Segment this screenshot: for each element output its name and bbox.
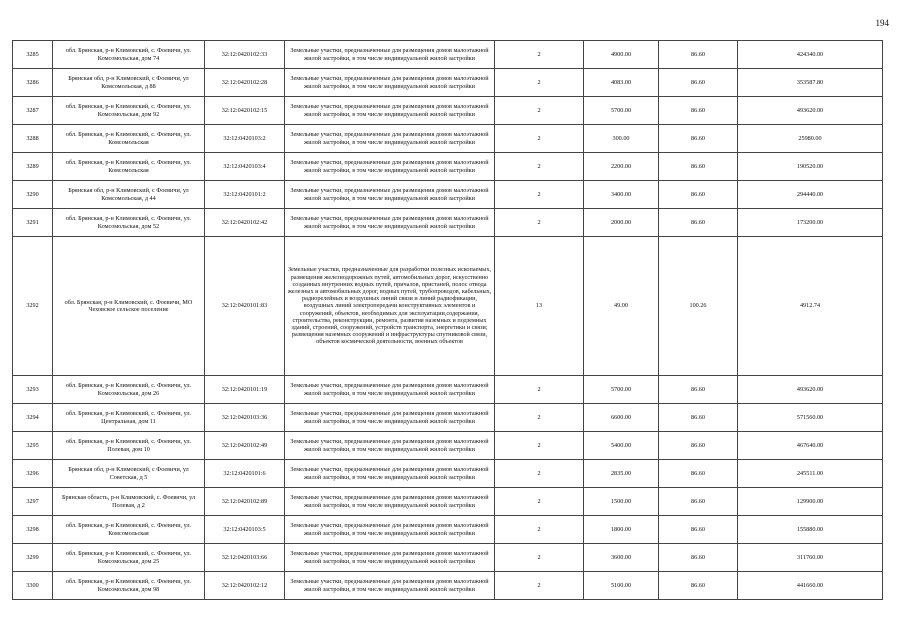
row-number-cell: 3288: [13, 125, 53, 153]
row-number-cell: 3290: [13, 181, 53, 209]
cadastral-value-cell: 129900.00: [738, 488, 883, 516]
address-cell: обл. Брянская, р-н Климовский, с. Фоевичи, ул. Комсомольская, дом 74: [53, 41, 205, 69]
rate-cell: 86.60: [659, 516, 738, 544]
cadastral-number-cell: 32:12:0420101:83: [205, 237, 285, 376]
area-cell: 2835.00: [584, 460, 659, 488]
group-cell: 2: [495, 209, 584, 237]
rate-cell: 86.60: [659, 376, 738, 404]
cadastral-number-cell: 32:12:0420102:28: [205, 69, 285, 97]
address-cell: обл. Брянская, р-н Климовский, с. Фоевичи, ул. Комсомольская, дом 98: [53, 572, 205, 600]
row-number-cell: 3293: [13, 376, 53, 404]
land-use-cell: Земельные участки, предназначенные для размещения домов малоэтажной жилой застройки, в том числе индивидуальной жилой застройки: [285, 209, 495, 237]
area-cell: 5700.00: [584, 376, 659, 404]
row-number-cell: 3286: [13, 69, 53, 97]
cadastral-value-cell: 4912.74: [738, 237, 883, 376]
rate-cell: 86.60: [659, 544, 738, 572]
address-cell: обл. Брянская, р-н Климовский, с. Фоевичи, ул. Комсомольская, дом 25: [53, 544, 205, 572]
land-use-cell: Земельные участки, предназначенные для размещения домов малоэтажной жилой застройки, в том числе индивидуальной жилой застройки: [285, 432, 495, 460]
row-number-cell: 3295: [13, 432, 53, 460]
address-cell: обл. Брянская, р-н Климовский, с. Фоевичи, ул. Полевая, дом 10: [53, 432, 205, 460]
area-cell: 2200.00: [584, 153, 659, 181]
rate-cell: 86.60: [659, 404, 738, 432]
group-cell: 2: [495, 404, 584, 432]
rate-cell: 86.60: [659, 181, 738, 209]
area-cell: 1800.00: [584, 516, 659, 544]
cadastral-number-cell: 32:12:0420102:89: [205, 488, 285, 516]
group-cell: 2: [495, 572, 584, 600]
address-cell: Брянская обл, р-н Климовский, с Фоевичи, ул Комсомольская, д 88: [53, 69, 205, 97]
table-row: [13, 544, 883, 572]
cadastral-number-cell: 32:12:0420102:33: [205, 41, 285, 69]
group-cell: 13: [495, 237, 584, 376]
cadastral-number-cell: 32:12:0420102:15: [205, 97, 285, 125]
row-number-cell: 3292: [13, 237, 53, 376]
address-cell: Брянская обл, р-н Климовский, с Фоевичи, ул Советская, д 5: [53, 460, 205, 488]
cadastral-number-cell: 32:12:0420102:42: [205, 209, 285, 237]
cadastral-value-cell: 173200.00: [738, 209, 883, 237]
land-use-cell: Земельные участки, предназначенные для размещения домов малоэтажной жилой застройки, в том числе индивидуальной жилой застройки: [285, 125, 495, 153]
table-row: [13, 125, 883, 153]
table-row: [13, 376, 883, 404]
cadastral-value-cell: 493620.00: [738, 97, 883, 125]
page-number: 194: [875, 18, 889, 28]
land-use-cell: Земельные участки, предназначенные для размещения домов малоэтажной жилой застройки, в том числе индивидуальной жилой застройки: [285, 460, 495, 488]
rate-cell: 86.60: [659, 572, 738, 600]
table-row: [13, 237, 883, 376]
row-number-cell: 3298: [13, 516, 53, 544]
rate-cell: 86.60: [659, 97, 738, 125]
table-row: [13, 516, 883, 544]
cadastral-number-cell: 32:12:0420101:19: [205, 376, 285, 404]
address-cell: Брянская обл, р-н Климовский, с Фоевичи, ул Комсомольская, д 44: [53, 181, 205, 209]
row-number-cell: 3300: [13, 572, 53, 600]
cadastral-value-cell: 424340.00: [738, 41, 883, 69]
area-cell: 5700.00: [584, 97, 659, 125]
cadastral-value-cell: 493620.00: [738, 376, 883, 404]
cadastral-number-cell: 32:12:0420103:2: [205, 125, 285, 153]
cadastral-value-cell: 190520.00: [738, 153, 883, 181]
address-cell: обл. Брянская, р-н Климовский, с. Фоевичи, ул. Комсомольская, дом 52: [53, 209, 205, 237]
land-use-cell: Земельные участки, предназначенные для размещения домов малоэтажной жилой застройки, в том числе индивидуальной жилой застройки: [285, 572, 495, 600]
land-use-cell: Земельные участки, предназначенные для размещения домов малоэтажной жилой застройки, в том числе индивидуальной жилой застройки: [285, 488, 495, 516]
cadastral-number-cell: 32:12:0420103:36: [205, 404, 285, 432]
cadastral-number-cell: 32:12:0420101:2: [205, 181, 285, 209]
area-cell: 3400.00: [584, 181, 659, 209]
row-number-cell: 3289: [13, 153, 53, 181]
group-cell: 2: [495, 516, 584, 544]
cadastral-number-cell: 32:12:0420102:49: [205, 432, 285, 460]
area-cell: 4083.00: [584, 69, 659, 97]
land-use-cell: Земельные участки, предназначенные для размещения домов малоэтажной жилой застройки, в том числе индивидуальной жилой застройки: [285, 404, 495, 432]
area-cell: 3600.00: [584, 544, 659, 572]
cadastral-value-cell: 25980.00: [738, 125, 883, 153]
land-plots-table: [12, 40, 883, 600]
group-cell: 2: [495, 376, 584, 404]
group-cell: 2: [495, 153, 584, 181]
table-row: [13, 97, 883, 125]
group-cell: 2: [495, 544, 584, 572]
cadastral-value-cell: 155880.00: [738, 516, 883, 544]
table-row: [13, 209, 883, 237]
rate-cell: 86.60: [659, 153, 738, 181]
address-cell: обл. Брянская, р-н Климовский, с. Фоевичи, ул. Комсомольская, дом 26: [53, 376, 205, 404]
rate-cell: 100.26: [659, 237, 738, 376]
rate-cell: 86.60: [659, 69, 738, 97]
land-use-cell: Земельные участки, предназначенные для размещения домов малоэтажной жилой застройки, в том числе индивидуальной жилой застройки: [285, 544, 495, 572]
area-cell: 5400.00: [584, 432, 659, 460]
group-cell: 2: [495, 181, 584, 209]
row-number-cell: 3299: [13, 544, 53, 572]
group-cell: 2: [495, 41, 584, 69]
land-use-cell: Земельные участки, предназначенные для размещения домов малоэтажной жилой застройки, в том числе индивидуальной жилой застройки: [285, 376, 495, 404]
land-use-cell: Земельные участки, предназначенные для размещения домов малоэтажной жилой застройки, в том числе индивидуальной жилой застройки: [285, 41, 495, 69]
cadastral-value-cell: 467640.00: [738, 432, 883, 460]
cadastral-number-cell: 32:12:0420103:4: [205, 153, 285, 181]
land-use-cell: Земельные участки, предназначенные для размещения домов малоэтажной жилой застройки, в том числе индивидуальной жилой застройки: [285, 153, 495, 181]
area-cell: 1500.00: [584, 488, 659, 516]
cadastral-value-cell: 294440.00: [738, 181, 883, 209]
address-cell: обл. Брянская, р-н Климовский, с. Фоевичи, МО Чеховское сельское поселение: [53, 237, 205, 376]
area-cell: 2000.00: [584, 209, 659, 237]
cadastral-number-cell: 32:12:0420102:12: [205, 572, 285, 600]
table-row: [13, 572, 883, 600]
land-use-cell: Земельные участки, предназначенные для размещения домов малоэтажной жилой застройки, в том числе индивидуальной жилой застройки: [285, 97, 495, 125]
row-number-cell: 3296: [13, 460, 53, 488]
row-number-cell: 3294: [13, 404, 53, 432]
cadastral-value-cell: 571560.00: [738, 404, 883, 432]
address-cell: Брянская область, р-н Климовский, с. Фоевичи, ул Полевая, д 2: [53, 488, 205, 516]
table-row: [13, 432, 883, 460]
row-number-cell: 3285: [13, 41, 53, 69]
land-use-cell: Земельные участки, предназначенные для размещения домов малоэтажной жилой застройки, в том числе индивидуальной жилой застройки: [285, 69, 495, 97]
table-row: [13, 41, 883, 69]
address-cell: обл. Брянская, р-н Климовский, с. Фоевичи, ул. Комсомольская: [53, 153, 205, 181]
cadastral-value-cell: 245511.00: [738, 460, 883, 488]
group-cell: 2: [495, 97, 584, 125]
table-row: [13, 488, 883, 516]
area-cell: 5100.00: [584, 572, 659, 600]
rate-cell: 86.60: [659, 432, 738, 460]
land-use-cell: Земельные участки, предназначенные для размещения домов малоэтажной жилой застройки, в том числе индивидуальной жилой застройки: [285, 516, 495, 544]
rate-cell: 86.60: [659, 460, 738, 488]
rate-cell: 86.60: [659, 41, 738, 69]
cadastral-number-cell: 32:12:0420103:66: [205, 544, 285, 572]
address-cell: обл. Брянская, р-н Климовский, с. Фоевичи, ул. Комсомольская, дом 92: [53, 97, 205, 125]
land-use-cell: Земельные участки, предназначенные для размещения домов малоэтажной жилой застройки, в том числе индивидуальной жилой застройки: [285, 181, 495, 209]
group-cell: 2: [495, 460, 584, 488]
area-cell: 4900.00: [584, 41, 659, 69]
cadastral-value-cell: 353587.80: [738, 69, 883, 97]
address-cell: обл. Брянская, р-н Климовский, с. Фоевичи, ул. Комсомольская: [53, 516, 205, 544]
table-row: [13, 69, 883, 97]
rate-cell: 86.60: [659, 125, 738, 153]
table-row: [13, 404, 883, 432]
table-row: [13, 153, 883, 181]
group-cell: 2: [495, 432, 584, 460]
row-number-cell: 3297: [13, 488, 53, 516]
rate-cell: 86.60: [659, 488, 738, 516]
address-cell: обл. Брянская, р-н Климовский, с. Фоевичи, ул. Комсомольская: [53, 125, 205, 153]
row-number-cell: 3291: [13, 209, 53, 237]
cadastral-value-cell: 441660.00: [738, 572, 883, 600]
area-cell: 49.00: [584, 237, 659, 376]
table-row: [13, 460, 883, 488]
row-number-cell: 3287: [13, 97, 53, 125]
table-row: [13, 181, 883, 209]
group-cell: 2: [495, 488, 584, 516]
area-cell: 6600.00: [584, 404, 659, 432]
cadastral-number-cell: 32:12:0420101:6: [205, 460, 285, 488]
rate-cell: 86.60: [659, 209, 738, 237]
cadastral-number-cell: 32:12:0420103:5: [205, 516, 285, 544]
area-cell: 300.00: [584, 125, 659, 153]
land-use-cell: Земельные участки, предназначенные для разработки полезных ископаемых, размещения железнодорожных путей, автомобильных дорог, искусственно созданных внутренних водных путей, причалов, пристаней, полос отвода железных и автомобильных дорог, водных путей, трубопроводов, кабельных, радиорелейных и воздушных линий связи и линий радиофикации, воздушных линий электропередачи конструктивных элементов и сооружений, объектов, необходимых для эксплуатации,содержания, строительства, реконструкции, ремонта, развития наземных и подземных зданий, строений, сооружений, устройств транспорта, энергетики и связи; размещения наземных сооружений и инфраструктуры спутниковой связи, объектов космической деятельности, военных объектов: [285, 237, 495, 376]
group-cell: 2: [495, 69, 584, 97]
table-body: [13, 41, 883, 600]
group-cell: 2: [495, 125, 584, 153]
cadastral-value-cell: 311760.00: [738, 544, 883, 572]
address-cell: обл. Брянская, р-н Климовский, с. Фоевичи, ул. Центральная, дом 11: [53, 404, 205, 432]
